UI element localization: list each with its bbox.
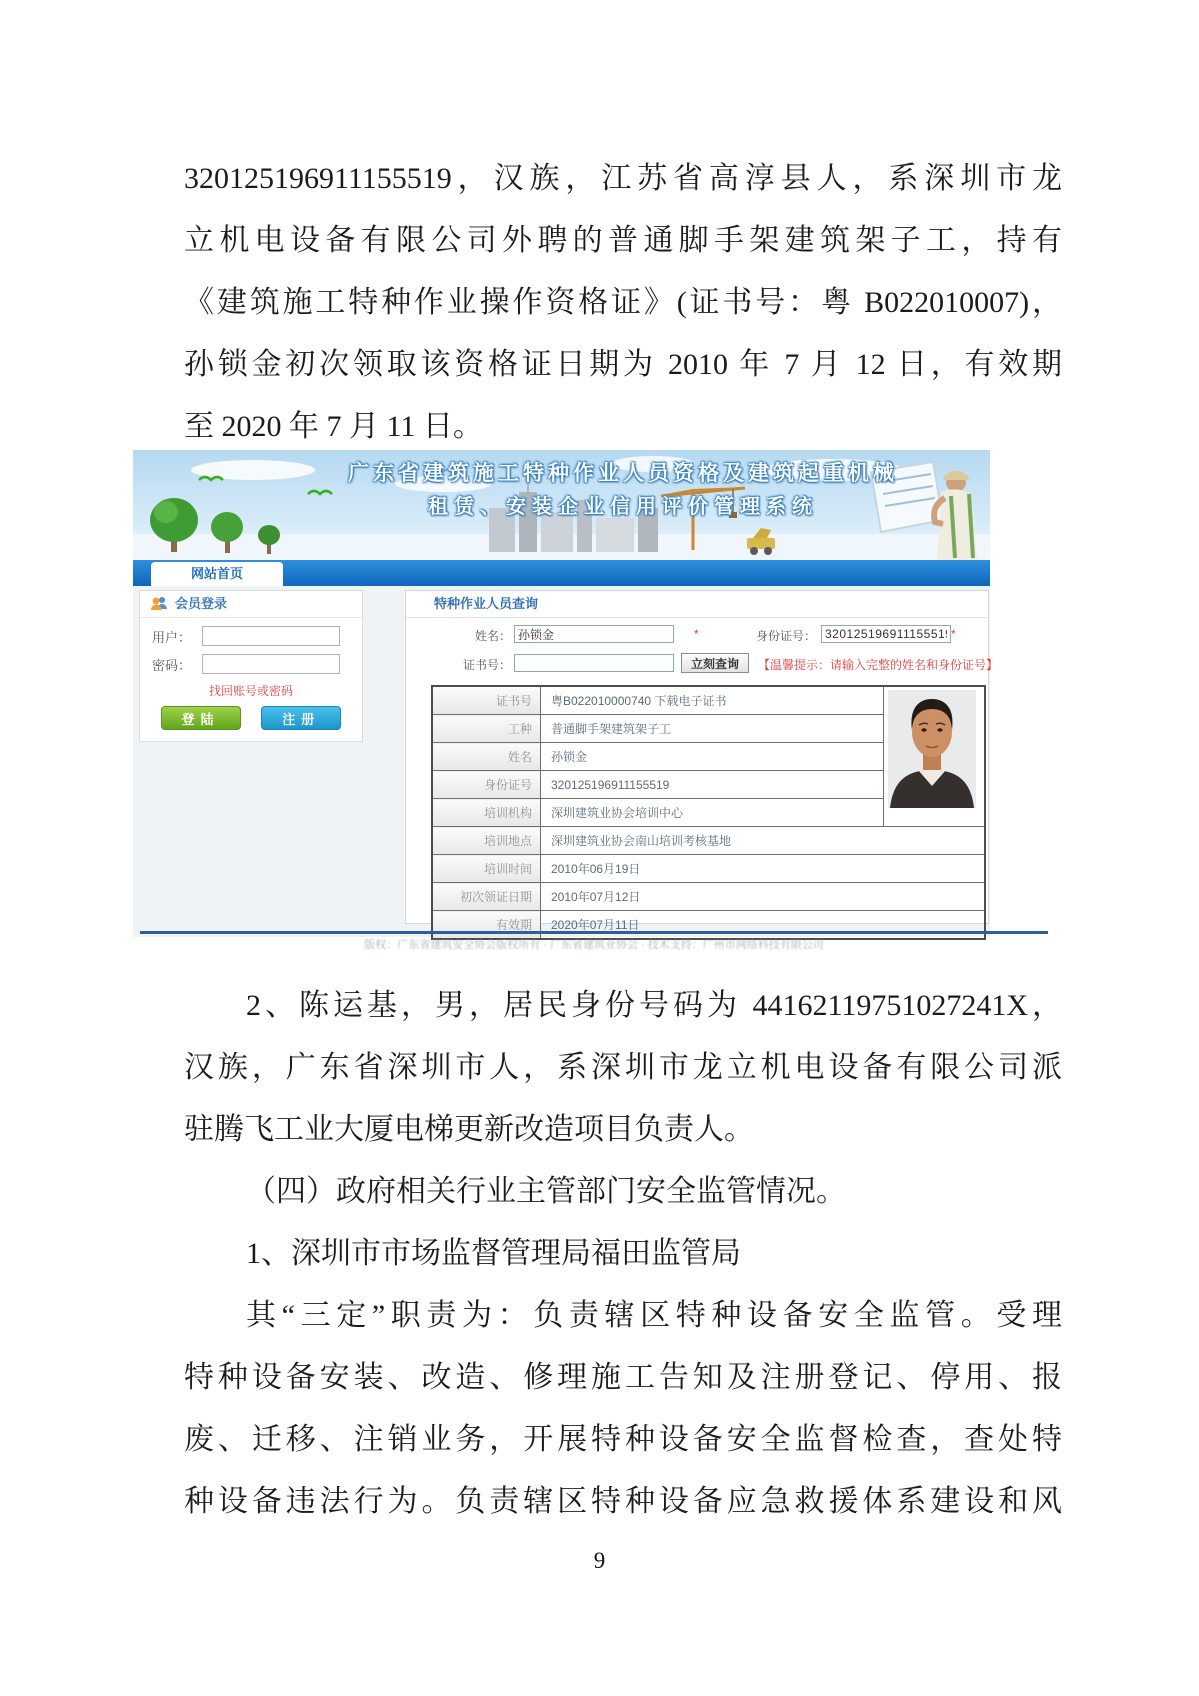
query-form-row-2: [406, 652, 999, 676]
doc-line: 孙锁金初次领取该资格证日期为 2010 年 7 月 12 日，有效期: [184, 348, 1062, 381]
password-input[interactable]: [202, 654, 340, 674]
site-banner: [133, 450, 990, 560]
row-label: 身份证号: [432, 771, 541, 799]
site-footer: [140, 931, 1048, 952]
row-value: [541, 686, 884, 715]
site-navbar: [133, 560, 990, 586]
username-input[interactable]: [202, 626, 340, 646]
row-value: 普通脚手架建筑架子工: [541, 715, 884, 743]
doc-heading-4: （四）政府相关行业主管部门安全监管情况。: [246, 1175, 846, 1208]
password-row: [152, 654, 354, 674]
paragraph-certificate-info: [184, 148, 1062, 458]
row-label: 培训机构: [432, 799, 541, 827]
query-panel-title: 特种作业人员查询: [406, 591, 988, 618]
row-label: 有效期: [432, 911, 541, 940]
row-value: 2020年07月11日: [541, 911, 986, 940]
query-panel: [405, 590, 999, 932]
site-title-line1: 广东省建筑施工特种作业人员资格及建筑起重机械: [348, 462, 898, 485]
username-row: [152, 626, 354, 646]
website-screenshot: [133, 450, 999, 937]
table-row: [432, 883, 985, 911]
certno-input[interactable]: [514, 654, 674, 672]
site-title-line2: 租赁、安装企业信用评价管理系统: [428, 496, 818, 518]
row-value: 深圳建筑业协会南山培训考核基地: [541, 827, 986, 855]
query-tip: 【温馨提示：请输入完整的姓名和身份证号】: [758, 658, 999, 672]
doc-line: 废、迁移、注销业务，开展特种设备安全监督检查，查处特: [184, 1423, 1062, 1456]
doc-heading-1: 1、深圳市市场监督管理局福田监管局: [246, 1237, 741, 1270]
tab-home[interactable]: 网站首页: [151, 562, 283, 586]
cert-number: 粤B022010000740: [551, 694, 652, 708]
row-label: 工种: [432, 715, 541, 743]
doc-line: 立机电设备有限公司外聘的普通脚手架建筑架子工，持有: [184, 224, 1062, 257]
site-footer-text: 版权：广东省建筑安全协会版权所有 · 广东省建筑业协会 · 技术支持：广州市网络科技有限公司: [364, 939, 824, 951]
name-input[interactable]: [514, 625, 674, 643]
id-photo: [888, 690, 976, 808]
username-label: 用户：: [152, 629, 192, 645]
password-label: 密码：: [152, 657, 192, 673]
row-value: 深圳建筑业协会培训中心: [541, 799, 884, 827]
photo-cell: [884, 686, 986, 827]
required-mark: *: [694, 627, 699, 641]
name-label: 姓名：: [474, 629, 511, 643]
register-button[interactable]: 注册: [261, 706, 341, 730]
doc-line: 其“三定”职责为：负责辖区特种设备安全监管。受理: [246, 1299, 1062, 1332]
doc-line: 种设备违法行为。负责辖区特种设备应急救援体系建设和风: [184, 1485, 1062, 1518]
search-button[interactable]: 立刻查询: [681, 653, 749, 673]
query-form-row-1: [406, 623, 988, 647]
row-value: 孙锁金: [541, 743, 884, 771]
doc-line: 2、陈运基，男，居民身份号码为 44162119751027241X，: [246, 989, 1062, 1022]
doc-line: 特种设备安装、改造、修理施工告知及注册登记、停用、报: [184, 1361, 1062, 1394]
row-label: 初次领证日期: [432, 883, 541, 911]
doc-line: 《建筑施工特种作业操作资格证》(证书号：粤 B022010007)，: [184, 286, 1062, 319]
doc-line: 320125196911155519，汉族，江苏省高淳县人，系深圳市龙: [184, 162, 1062, 195]
row-value: 320125196911155519: [541, 771, 884, 799]
login-button[interactable]: 登陆: [161, 706, 241, 730]
table-row: [432, 827, 985, 855]
login-panel: [139, 590, 363, 742]
row-value: 2010年06月19日: [541, 855, 986, 883]
site-content: [133, 586, 999, 937]
result-table: [431, 685, 986, 940]
required-mark: *: [951, 627, 956, 641]
paragraphs-below-screenshot: [184, 975, 1062, 1533]
row-label: 姓名: [432, 743, 541, 771]
download-cert-link[interactable]: 下载电子证书: [654, 694, 727, 708]
login-buttons-row: [140, 706, 362, 730]
row-label: 培训地点: [432, 827, 541, 855]
site-title: [283, 457, 963, 519]
certno-label: 证书号：: [462, 658, 511, 672]
page-number: 9: [593, 1548, 606, 1573]
members-icon: [150, 596, 169, 610]
row-label: 培训时间: [432, 855, 541, 883]
doc-line: 汉族，广东省深圳市人，系深圳市龙立机电设备有限公司派: [184, 1051, 1062, 1084]
login-panel-header: [140, 591, 362, 618]
row-value: 2010年07月12日: [541, 883, 986, 911]
idnumber-input[interactable]: [821, 625, 951, 643]
table-row: [432, 686, 985, 715]
table-row: [432, 855, 985, 883]
row-label: 证书号: [432, 686, 541, 715]
login-title: 会员登录: [175, 596, 228, 611]
doc-line: 驻腾飞工业大厦电梯更新改造项目负责人。: [184, 1113, 754, 1146]
doc-line: 至 2020 年 7 月 11 日。: [184, 410, 483, 443]
forgot-password-link[interactable]: 找回账号或密码: [208, 684, 293, 698]
idnumber-label: 身份证号：: [755, 629, 816, 643]
